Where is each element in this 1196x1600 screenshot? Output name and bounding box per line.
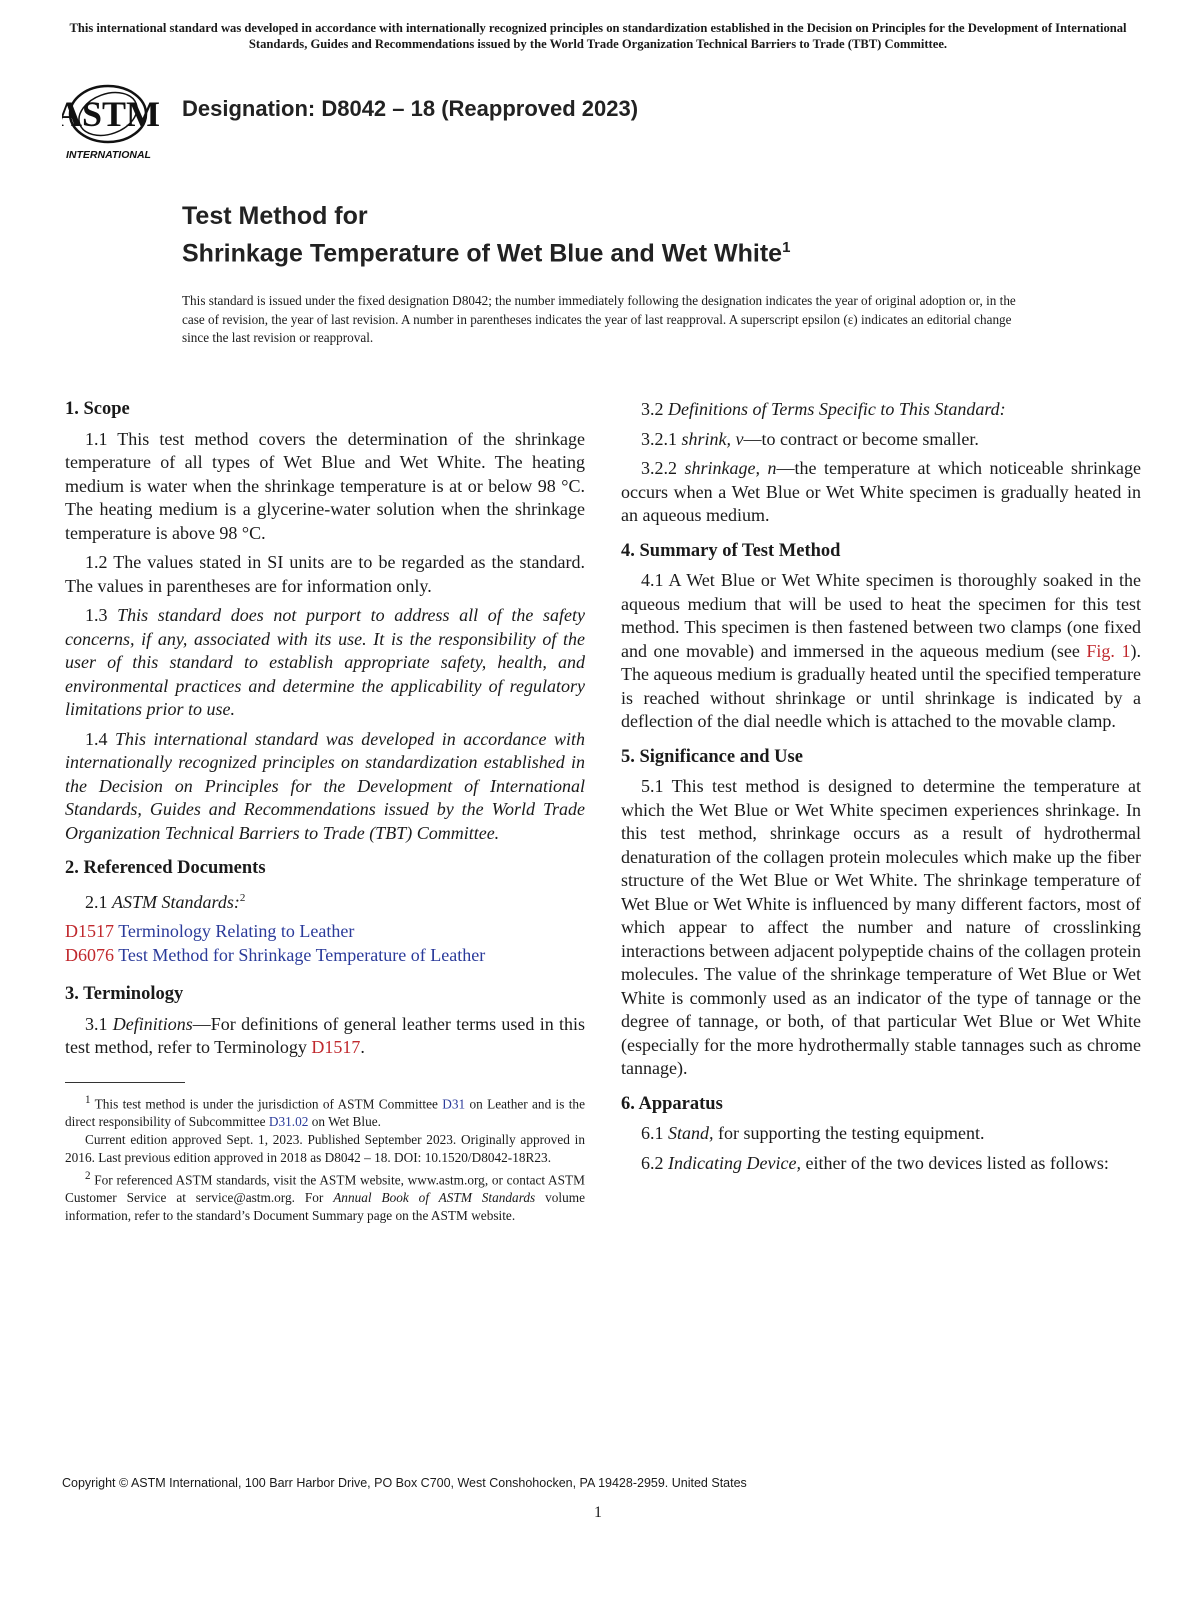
footnote-1-edition: Current edition approved Sept. 1, 2023. Published September 2023. Originally approved in 2016. Last previous edition approved in 2018 as D8042 – 18. DOI: 10.1520/D8042-18R23. (65, 1131, 585, 1165)
para-1-1: 1.1 This test method covers the determination of the shrinkage temperature of all types of Wet Blue and Wet White. The heating medium is water when the shrinkage temperature is at or below 98 °C. The heating medium is a glycerine-water solution when the shrinkage temperature is above 98 °C. (65, 428, 585, 543)
para-2-1: 2.1 ASTM Standards:$^2$ (85, 891, 246, 912)
reference-d6076[interactable]: D6076 Test Method for Shrinkage Temperature of Leather (65, 944, 486, 965)
para-1-3: 1.3 This standard does not purport to address all of the safety concerns, if any, associated with its use. It is the responsibility of the user of this standard to establish appropriate safety, health, and environmental practices and determine the applicability of regulatory limitations prior to use. (65, 605, 585, 719)
header-notice: This international standard was developed in accordance with internationally recognized principles on standardization established in the Decision on Principles for the Development of International Standards, Guides and Recommendations issued by the World Trade Organization Technical Barriers to Trade (TBT) Committee. (69, 21, 1127, 51)
logo-text: INTERNATIONAL (66, 149, 151, 161)
section-significance-heading: 5. Significance and Use (621, 746, 803, 767)
reference-d1517[interactable]: D1517 Terminology Relating to Leather (65, 921, 355, 941)
left-column (65, 398, 585, 1225)
link-fig-1[interactable]: Fig. 1 (1086, 640, 1131, 661)
para-3-2-2: 3.2.2 shrinkage, n—the temperature at which noticeable shrinkage occurs when a Wet Blue or Wet White specimen is gradually heated in an aqueous medium. (621, 458, 1142, 525)
section-scope-heading: 1. Scope (65, 399, 130, 419)
footnote-1: $^1$ This test method is under the jurisdiction of ASTM Committee D31 on Leather and is the direct responsibility of Subcommittee D31.02 on Wet Blue. (65, 1093, 585, 1129)
para-5-1: 5.1 This test method is designed to determine the temperature at which the Wet Blue or Wet White specimen experiences shrinkage. In this test method, shrinkage occurs as a result of hydrothermal denaturation of the collagen protein molecules which make up the fiber structure of the Wet Blue or Wet White. The shrinkage temperature of Wet Blue or Wet White is influenced by many different factors, most of which appear to affect the number and nature of crosslinking interactions between adjacent polypeptide chains of the collagen protein molecules. The value of the shrinkage temperature of Wet Blue or Wet White is commonly used as an indicator of the type of tannage or the degree of tannage, or both, of that particular Wet Blue or Wet White (especially for the more hydrothermally stable tannages such as chrome tannage). (621, 776, 1141, 1078)
para-1-4: 1.4 This international standard was developed in accordance with internationally recognized principles on standardization established in the Decision on Principles for the Development of International Standards, Guides and Recommendations issued by the World Trade Organization Technical Barriers to Trade (TBT) Committee. (65, 728, 585, 843)
title-line-1: Test Method for (182, 202, 368, 230)
designation: Designation: D8042 – 18 (Reapproved 2023) (182, 96, 639, 121)
para-4-1: 4.1 A Wet Blue or Wet White specimen is thoroughly soaked in the aqueous medium that will be used to heat the specimen for this test method. This specimen is then fastened between two clamps (one fixed and one movable) and immersed in the aqueous medium (see Fig. 1). The aqueous medium is gradually heated until the specified temperature is reached without shrinkage or until shrinkage is indicated by a deflection of the dial needle which is attached to the movable clamp. (621, 570, 1141, 731)
para-6-2: 6.2 Indicating Device, either of the two devices listed as follows: (641, 1152, 1109, 1173)
document-title (182, 200, 790, 269)
link-d1517[interactable]: D1517 (311, 1037, 361, 1057)
copyright: Copyright © ASTM International, 100 Barr Harbor Drive, PO Box C700, West Conshohocken, PA 19428-2959. United States (62, 1476, 747, 1490)
title-line-2: Shrinkage Temperature of Wet Blue and Wet White$^1$ (182, 239, 791, 268)
astm-logo-icon (62, 82, 172, 166)
para-3-2: 3.2 Definitions of Terms Specific to This Standard: (641, 399, 1006, 419)
para-1-2: 1.2 The values stated in SI units are to be regarded as the standard. The values in parentheses are for information only. (65, 552, 585, 596)
section-referenced-heading: 2. Referenced Documents (65, 858, 266, 878)
para-3-1: 3.1 Definitions—For definitions of general leather terms used in this test method, refer to Terminology D1517. (65, 1013, 585, 1057)
issued-note: This standard is issued under the fixed designation D8042; the number immediately following the designation indicates the year of original adoption or, in the case of revision, the year of last revision. A number in parentheses indicates the year of last reapproval. A superscript epsilon (ε) indicates an editorial change since the last revision or reapproval. (182, 293, 1016, 345)
para-6-1: 6.1 Stand, for supporting the testing equipment. (641, 1123, 985, 1143)
title-footnote-mark: 1 (782, 239, 791, 256)
link-d31-02[interactable]: D31.02 (268, 1113, 309, 1129)
right-column (621, 398, 1141, 1181)
page-number: 1 (594, 1504, 602, 1521)
para-3-2-1: 3.2.1 shrink, v—to contract or become smaller. (641, 428, 979, 449)
section-apparatus-heading: 6. Apparatus (621, 1093, 723, 1114)
footnote-rule (65, 1082, 185, 1083)
svg-text:ASTM: ASTM (62, 94, 161, 134)
section-terminology-heading: 3. Terminology (65, 984, 184, 1004)
footnote-2: $^2$ For referenced ASTM standards, visit the ASTM website, www.astm.org, or contact ASTM Customer Service at service@astm.org. For Annual Book of ASTM Standards volume information, refer to the standard’s Document Summary page on the ASTM website. (65, 1169, 585, 1224)
section-summary-heading: 4. Summary of Test Method (621, 540, 841, 561)
link-d31[interactable]: D31 (442, 1095, 466, 1111)
